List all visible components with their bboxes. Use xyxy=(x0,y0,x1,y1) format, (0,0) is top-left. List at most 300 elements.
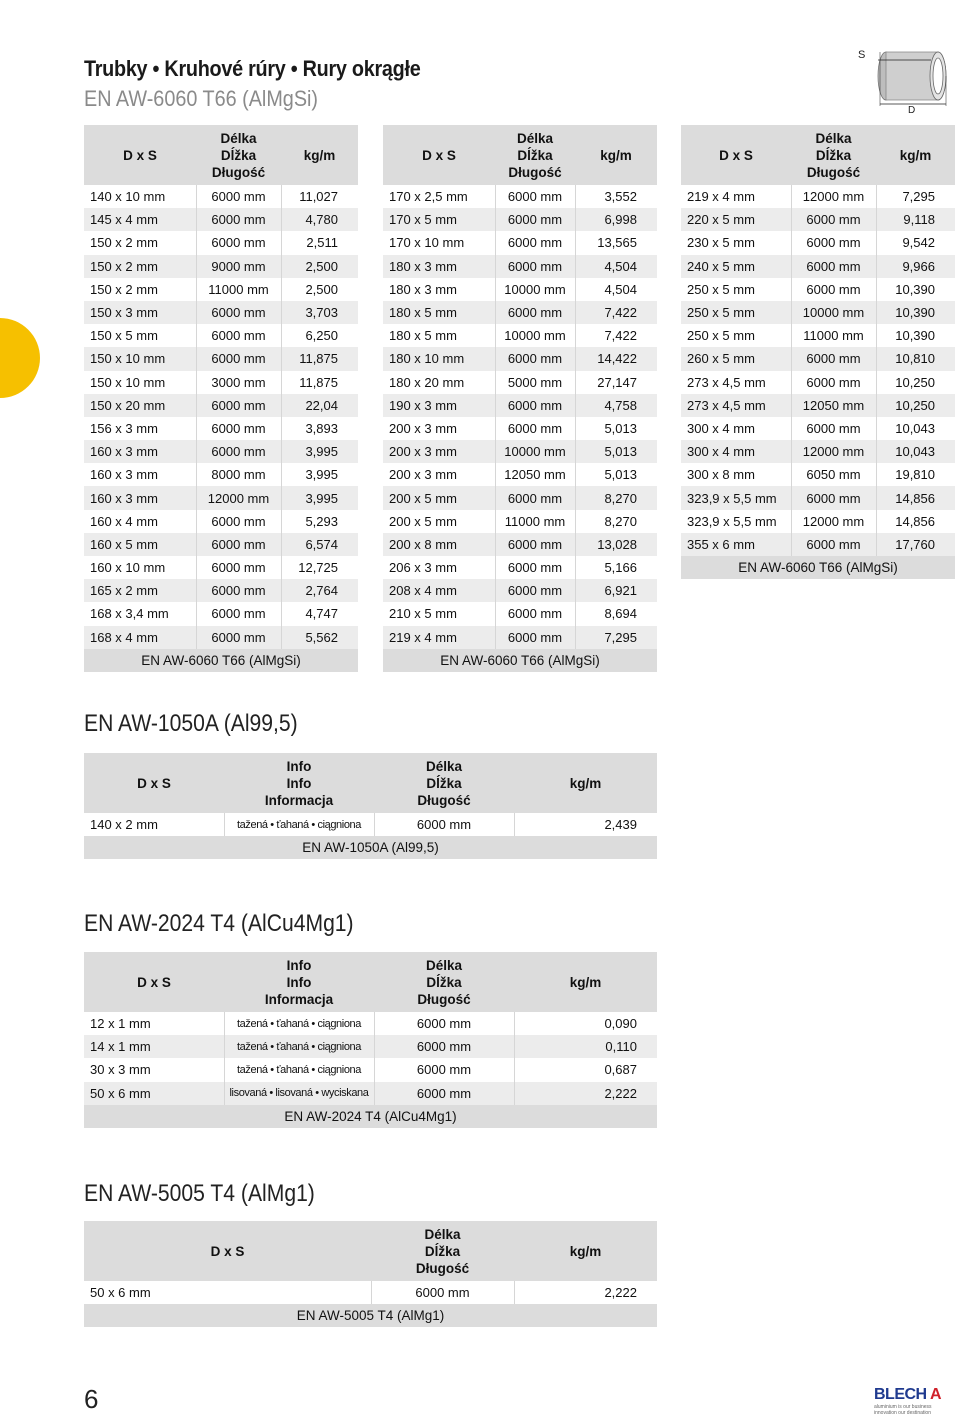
cell-length: 6000 mm xyxy=(495,602,575,625)
cell-dxs: 180 x 5 mm xyxy=(383,324,495,347)
cell-dxs: 210 x 5 mm xyxy=(383,602,495,625)
cell-kgm: 10,390 xyxy=(876,278,955,301)
cell-dxs: 355 x 6 mm xyxy=(681,533,791,556)
cell-dxs: 150 x 20 mm xyxy=(84,394,196,417)
cell-length: 11000 mm xyxy=(196,278,281,301)
cell-length: 6000 mm xyxy=(495,533,575,556)
cell-dxs: 150 x 5 mm xyxy=(84,324,196,347)
col-header-kgm: kg/m xyxy=(514,1221,657,1281)
cell-kgm: 2,500 xyxy=(281,255,358,278)
table-row xyxy=(84,440,358,463)
cell-dxs: 180 x 3 mm xyxy=(383,255,495,278)
cell-length: 6000 mm xyxy=(196,602,281,625)
length-label-pl: Długość xyxy=(417,991,471,1007)
cell-kgm: 3,893 xyxy=(281,417,358,440)
table-row xyxy=(383,371,657,394)
info-label-sk: Info xyxy=(286,775,312,791)
table-footer-alloy: EN AW-5005 T4 (AlMg1) xyxy=(84,1304,657,1327)
length-label-sk: Dĺžka xyxy=(426,775,462,791)
table-row xyxy=(84,1281,657,1304)
cell-kgm: 3,995 xyxy=(281,440,358,463)
page-subtitle: EN AW-6060 T66 (AlMgSi) xyxy=(84,86,319,111)
cell-kgm: 7,422 xyxy=(575,324,657,347)
cell-kgm: 7,295 xyxy=(876,185,955,208)
page-title: Trubky • Kruhové rúry • Rury okrągłe xyxy=(84,56,421,81)
cell-info: tažená • ťahaná • ciągniona xyxy=(224,1058,374,1081)
cell-kgm: 2,764 xyxy=(281,579,358,602)
cell-kgm: 3,995 xyxy=(281,463,358,486)
length-label-sk: Dĺžka xyxy=(517,147,553,163)
cell-length: 12000 mm xyxy=(196,486,281,509)
col-header-dxs: D x S xyxy=(383,125,495,185)
cell-length: 6000 mm xyxy=(791,347,876,370)
cell-length: 6000 mm xyxy=(196,394,281,417)
table-6060-part-1 xyxy=(84,125,358,672)
cell-length: 6000 mm xyxy=(791,417,876,440)
logo-text: BLECH xyxy=(874,1386,927,1403)
cell-kgm: 3,552 xyxy=(575,185,657,208)
table-row xyxy=(84,231,358,254)
cell-dxs: 160 x 4 mm xyxy=(84,510,196,533)
cell-length: 6000 mm xyxy=(495,579,575,602)
cell-length: 6000 mm xyxy=(495,556,575,579)
table-header-row xyxy=(681,125,955,185)
cell-length: 6050 mm xyxy=(791,463,876,486)
table-row xyxy=(84,371,358,394)
table-row xyxy=(681,417,955,440)
cell-length: 6000 mm xyxy=(196,347,281,370)
cell-length: 6000 mm xyxy=(495,301,575,324)
length-label-cz: Délka xyxy=(425,957,463,973)
col-header-length xyxy=(371,1221,514,1281)
cell-dxs: 50 x 6 mm xyxy=(84,1281,371,1304)
table-header-row xyxy=(84,1221,657,1281)
table-6060-part-3 xyxy=(681,125,955,579)
cell-length: 6000 mm xyxy=(196,208,281,231)
table-row xyxy=(681,394,955,417)
cell-dxs: 323,9 x 5,5 mm xyxy=(681,510,791,533)
length-label-cz: Délka xyxy=(516,130,554,146)
cell-dxs: 14 x 1 mm xyxy=(84,1035,224,1058)
cell-length: 10000 mm xyxy=(495,278,575,301)
length-label-cz: Délka xyxy=(424,1226,461,1242)
cell-dxs: 150 x 2 mm xyxy=(84,278,196,301)
table-row xyxy=(681,278,955,301)
cell-dxs: 200 x 3 mm xyxy=(383,417,495,440)
info-label-pl: Informacja xyxy=(264,991,334,1007)
table-row xyxy=(383,324,657,347)
table-header-row xyxy=(383,125,657,185)
table-row xyxy=(84,510,358,533)
table-row xyxy=(681,301,955,324)
table-row xyxy=(383,533,657,556)
cell-length: 6000 mm xyxy=(196,324,281,347)
table-6060-part-2 xyxy=(383,125,657,672)
table-row xyxy=(383,579,657,602)
length-label-pl: Długość xyxy=(415,1260,470,1276)
cell-kgm: 8,270 xyxy=(575,510,657,533)
cell-dxs: 200 x 5 mm xyxy=(383,510,495,533)
col-header-info xyxy=(224,753,374,813)
logo-wordmark xyxy=(874,1386,954,1404)
cell-dxs: 170 x 10 mm xyxy=(383,231,495,254)
table-row xyxy=(84,278,358,301)
cell-kgm: 2,500 xyxy=(281,278,358,301)
table-row xyxy=(84,255,358,278)
cell-length: 6000 mm xyxy=(196,556,281,579)
cell-length: 6000 mm xyxy=(196,417,281,440)
cell-dxs: 170 x 5 mm xyxy=(383,208,495,231)
cell-length: 3000 mm xyxy=(196,371,281,394)
cell-dxs: 300 x 8 mm xyxy=(681,463,791,486)
length-label-pl: Długość xyxy=(211,164,266,180)
col-header-kgm: kg/m xyxy=(281,125,358,185)
cell-length: 12050 mm xyxy=(791,394,876,417)
cell-dxs: 200 x 8 mm xyxy=(383,533,495,556)
info-label-sk: Info xyxy=(286,974,312,990)
table-row xyxy=(84,324,358,347)
cell-dxs: 219 x 4 mm xyxy=(383,626,495,649)
table-header-row xyxy=(84,753,657,813)
cell-kgm: 14,422 xyxy=(575,347,657,370)
cell-kgm: 8,694 xyxy=(575,602,657,625)
section-title-2024: EN AW-2024 T4 (AlCu4Mg1) xyxy=(84,910,354,937)
length-label-sk: Dĺžka xyxy=(424,1243,461,1259)
cell-dxs: 219 x 4 mm xyxy=(681,185,791,208)
cell-kgm: 4,747 xyxy=(281,602,358,625)
table-row xyxy=(84,463,358,486)
cell-length: 6000 mm xyxy=(495,185,575,208)
cell-dxs: 200 x 3 mm xyxy=(383,463,495,486)
cell-dxs: 200 x 5 mm xyxy=(383,486,495,509)
col-header-kgm: kg/m xyxy=(514,952,657,1012)
cell-kgm: 6,921 xyxy=(575,579,657,602)
cell-kgm: 19,810 xyxy=(876,463,955,486)
cell-dxs: 168 x 3,4 mm xyxy=(84,602,196,625)
cell-kgm: 22,04 xyxy=(281,394,358,417)
table-footer-alloy: EN AW-6060 T66 (AlMgSi) xyxy=(84,649,358,672)
table-row xyxy=(84,394,358,417)
cell-kgm: 4,780 xyxy=(281,208,358,231)
cell-kgm: 0,687 xyxy=(514,1058,657,1081)
cell-dxs: 160 x 3 mm xyxy=(84,463,196,486)
cell-kgm: 8,270 xyxy=(575,486,657,509)
cell-dxs: 240 x 5 mm xyxy=(681,255,791,278)
cell-kgm: 2,439 xyxy=(514,813,657,836)
cell-length: 6000 mm xyxy=(196,231,281,254)
page-number: 6 xyxy=(84,1384,99,1414)
table-row xyxy=(383,208,657,231)
col-header-kgm: kg/m xyxy=(575,125,657,185)
cell-kgm: 3,995 xyxy=(281,486,358,509)
cell-kgm: 11,027 xyxy=(281,185,358,208)
col-header-length xyxy=(495,125,575,185)
cell-dxs: 12 x 1 mm xyxy=(84,1012,224,1035)
cell-length: 6000 mm xyxy=(791,255,876,278)
cell-length: 6000 mm xyxy=(495,394,575,417)
cell-dxs: 150 x 3 mm xyxy=(84,301,196,324)
cell-length: 6000 mm xyxy=(374,1035,514,1058)
cell-length: 6000 mm xyxy=(196,440,281,463)
cell-kgm: 6,998 xyxy=(575,208,657,231)
table-row xyxy=(383,556,657,579)
cell-kgm: 4,504 xyxy=(575,278,657,301)
table-2024 xyxy=(84,952,657,1128)
cell-length: 6000 mm xyxy=(371,1281,514,1304)
info-label-pl: Informacja xyxy=(264,792,334,808)
table-row xyxy=(681,324,955,347)
cell-length: 6000 mm xyxy=(495,255,575,278)
cell-length: 6000 mm xyxy=(374,1012,514,1035)
cell-kgm: 13,565 xyxy=(575,231,657,254)
cell-kgm: 10,250 xyxy=(876,371,955,394)
cell-kgm: 13,028 xyxy=(575,533,657,556)
table-row xyxy=(681,510,955,533)
table-row xyxy=(681,255,955,278)
logo-tagline-2: innovation our destination xyxy=(874,1410,931,1416)
cell-kgm: 4,504 xyxy=(575,255,657,278)
table-footer-alloy: EN AW-2024 T4 (AlCu4Mg1) xyxy=(84,1105,657,1128)
col-header-dxs: D x S xyxy=(84,753,224,813)
cell-length: 6000 mm xyxy=(495,347,575,370)
cell-kgm: 0,090 xyxy=(514,1012,657,1035)
cell-kgm: 2,511 xyxy=(281,231,358,254)
length-label-sk: Dĺžka xyxy=(815,147,852,163)
cell-dxs: 250 x 5 mm xyxy=(681,278,791,301)
cell-kgm: 10,043 xyxy=(876,440,955,463)
table-row xyxy=(84,417,358,440)
cell-dxs: 260 x 5 mm xyxy=(681,347,791,370)
cell-info: tažená • ťahaná • ciągniona xyxy=(224,813,374,836)
cell-kgm: 10,043 xyxy=(876,417,955,440)
cell-length: 10000 mm xyxy=(495,324,575,347)
cell-dxs: 206 x 3 mm xyxy=(383,556,495,579)
table-row xyxy=(383,394,657,417)
col-header-kgm: kg/m xyxy=(514,753,657,813)
cell-info: tažená • ťahaná • ciągniona xyxy=(224,1035,374,1058)
cell-length: 6000 mm xyxy=(791,486,876,509)
cell-length: 12050 mm xyxy=(495,463,575,486)
table-row xyxy=(383,255,657,278)
table-1050a xyxy=(84,753,657,859)
table-row xyxy=(84,1058,657,1081)
cell-dxs: 156 x 3 mm xyxy=(84,417,196,440)
cell-dxs: 220 x 5 mm xyxy=(681,208,791,231)
cell-length: 6000 mm xyxy=(495,486,575,509)
table-row xyxy=(383,417,657,440)
table-header-row xyxy=(84,952,657,1012)
length-label-sk: Dĺžka xyxy=(220,147,257,163)
length-label-pl: Długość xyxy=(806,164,861,180)
cell-info: tažená • ťahaná • ciągniona xyxy=(224,1012,374,1035)
cell-length: 6000 mm xyxy=(196,626,281,649)
cell-dxs: 323,9 x 5,5 mm xyxy=(681,486,791,509)
table-row xyxy=(84,1012,657,1035)
yellow-page-tab xyxy=(0,318,40,398)
table-row xyxy=(84,533,358,556)
table-row xyxy=(383,278,657,301)
table-row xyxy=(383,231,657,254)
cell-kgm: 9,118 xyxy=(876,208,955,231)
section-title-5005: EN AW-5005 T4 (AlMg1) xyxy=(84,1180,315,1207)
cell-dxs: 250 x 5 mm xyxy=(681,301,791,324)
cell-dxs: 250 x 5 mm xyxy=(681,324,791,347)
cell-dxs: 150 x 10 mm xyxy=(84,347,196,370)
col-header-dxs: D x S xyxy=(84,1221,371,1281)
cell-kgm: 10,390 xyxy=(876,301,955,324)
cell-dxs: 160 x 10 mm xyxy=(84,556,196,579)
cell-length: 12000 mm xyxy=(791,185,876,208)
col-header-info xyxy=(224,952,374,1012)
cell-kgm: 6,250 xyxy=(281,324,358,347)
cell-kgm: 9,542 xyxy=(876,231,955,254)
cell-dxs: 140 x 2 mm xyxy=(84,813,224,836)
table-row xyxy=(383,510,657,533)
table-row xyxy=(84,626,358,649)
table-row xyxy=(681,371,955,394)
cell-kgm: 10,250 xyxy=(876,394,955,417)
table-footer-alloy: EN AW-6060 T66 (AlMgSi) xyxy=(383,649,657,672)
cell-kgm: 14,856 xyxy=(876,510,955,533)
table-row xyxy=(383,486,657,509)
cell-dxs: 273 x 4,5 mm xyxy=(681,371,791,394)
table-row xyxy=(84,813,657,836)
cell-length: 8000 mm xyxy=(196,463,281,486)
cell-length: 10000 mm xyxy=(791,301,876,324)
logo-tagline-1: aluminium is our business xyxy=(874,1404,932,1410)
cell-kgm: 9,966 xyxy=(876,255,955,278)
col-header-length xyxy=(374,753,514,813)
cell-kgm: 2,222 xyxy=(514,1082,657,1105)
cell-length: 11000 mm xyxy=(495,510,575,533)
cell-kgm: 10,390 xyxy=(876,324,955,347)
cell-dxs: 300 x 4 mm xyxy=(681,417,791,440)
cell-dxs: 190 x 3 mm xyxy=(383,394,495,417)
cell-length: 6000 mm xyxy=(791,371,876,394)
table-row xyxy=(681,486,955,509)
cell-length: 6000 mm xyxy=(196,185,281,208)
cell-kgm: 7,422 xyxy=(575,301,657,324)
cell-kgm: 5,013 xyxy=(575,463,657,486)
cell-length: 5000 mm xyxy=(495,371,575,394)
cell-dxs: 150 x 10 mm xyxy=(84,371,196,394)
cell-dxs: 160 x 5 mm xyxy=(84,533,196,556)
table-row xyxy=(681,231,955,254)
length-label-pl: Długość xyxy=(508,164,562,180)
col-header-kgm: kg/m xyxy=(876,125,955,185)
cell-kgm: 11,875 xyxy=(281,371,358,394)
cell-dxs: 145 x 4 mm xyxy=(84,208,196,231)
table-row xyxy=(383,347,657,370)
length-label-sk: Dĺžka xyxy=(426,974,462,990)
cell-length: 6000 mm xyxy=(495,417,575,440)
table-row xyxy=(681,533,955,556)
cell-kgm: 12,725 xyxy=(281,556,358,579)
cell-kgm: 5,166 xyxy=(575,556,657,579)
pipe-cross-section-icon xyxy=(852,44,952,114)
table-footer-alloy: EN AW-6060 T66 (AlMgSi) xyxy=(681,556,955,579)
cell-length: 10000 mm xyxy=(495,440,575,463)
cell-kgm: 11,875 xyxy=(281,347,358,370)
table-row xyxy=(681,185,955,208)
cell-length: 6000 mm xyxy=(495,208,575,231)
blecha-logo xyxy=(874,1386,954,1416)
section-title-1050a: EN AW-1050A (Al99,5) xyxy=(84,710,298,737)
cell-kgm: 5,562 xyxy=(281,626,358,649)
cell-dxs: 273 x 4,5 mm xyxy=(681,394,791,417)
length-label-cz: Délka xyxy=(815,130,852,146)
table-row xyxy=(84,301,358,324)
cell-length: 6000 mm xyxy=(495,231,575,254)
cell-length: 12000 mm xyxy=(791,440,876,463)
table-5005 xyxy=(84,1221,657,1327)
table-row xyxy=(383,301,657,324)
cell-kgm: 6,574 xyxy=(281,533,358,556)
logo-accent-letter: A xyxy=(929,1386,942,1403)
table-row xyxy=(681,208,955,231)
cell-kgm: 5,013 xyxy=(575,440,657,463)
cell-kgm: 10,810 xyxy=(876,347,955,370)
info-label-cz: Info xyxy=(286,957,312,973)
table-row xyxy=(383,185,657,208)
table-row xyxy=(681,347,955,370)
cell-length: 12000 mm xyxy=(791,510,876,533)
cell-length: 11000 mm xyxy=(791,324,876,347)
table-header-row xyxy=(84,125,358,185)
cell-kgm: 3,703 xyxy=(281,301,358,324)
col-header-length xyxy=(791,125,876,185)
cell-kgm: 2,222 xyxy=(514,1281,657,1304)
cell-dxs: 180 x 20 mm xyxy=(383,371,495,394)
table-row xyxy=(84,602,358,625)
cell-length: 6000 mm xyxy=(791,231,876,254)
cell-dxs: 150 x 2 mm xyxy=(84,231,196,254)
cell-dxs: 200 x 3 mm xyxy=(383,440,495,463)
cell-length: 9000 mm xyxy=(196,255,281,278)
table-footer-alloy: EN AW-1050A (Al99,5) xyxy=(84,836,657,859)
cell-length: 6000 mm xyxy=(791,533,876,556)
cell-length: 6000 mm xyxy=(791,208,876,231)
table-row xyxy=(84,486,358,509)
cell-dxs: 180 x 10 mm xyxy=(383,347,495,370)
table-row xyxy=(383,626,657,649)
col-header-dxs: D x S xyxy=(84,125,196,185)
cell-dxs: 30 x 3 mm xyxy=(84,1058,224,1081)
col-header-length xyxy=(196,125,281,185)
table-row xyxy=(383,463,657,486)
col-header-length xyxy=(374,952,514,1012)
length-label-cz: Délka xyxy=(220,130,257,146)
table-row xyxy=(84,556,358,579)
cell-length: 6000 mm xyxy=(374,813,514,836)
table-row xyxy=(84,208,358,231)
cell-dxs: 150 x 2 mm xyxy=(84,255,196,278)
table-row xyxy=(84,579,358,602)
diagram-label-d: D xyxy=(908,105,916,114)
cell-kgm: 0,110 xyxy=(514,1035,657,1058)
cell-length: 6000 mm xyxy=(791,278,876,301)
cell-length: 6000 mm xyxy=(374,1058,514,1081)
cell-length: 6000 mm xyxy=(196,510,281,533)
table-row xyxy=(84,347,358,370)
cell-dxs: 300 x 4 mm xyxy=(681,440,791,463)
col-header-dxs: D x S xyxy=(681,125,791,185)
cell-dxs: 180 x 5 mm xyxy=(383,301,495,324)
diagram-label-s: S xyxy=(858,49,866,61)
cell-length: 6000 mm xyxy=(196,301,281,324)
cell-info: lisovaná • lisovaná • wyciskana xyxy=(224,1082,374,1105)
cell-kgm: 17,760 xyxy=(876,533,955,556)
